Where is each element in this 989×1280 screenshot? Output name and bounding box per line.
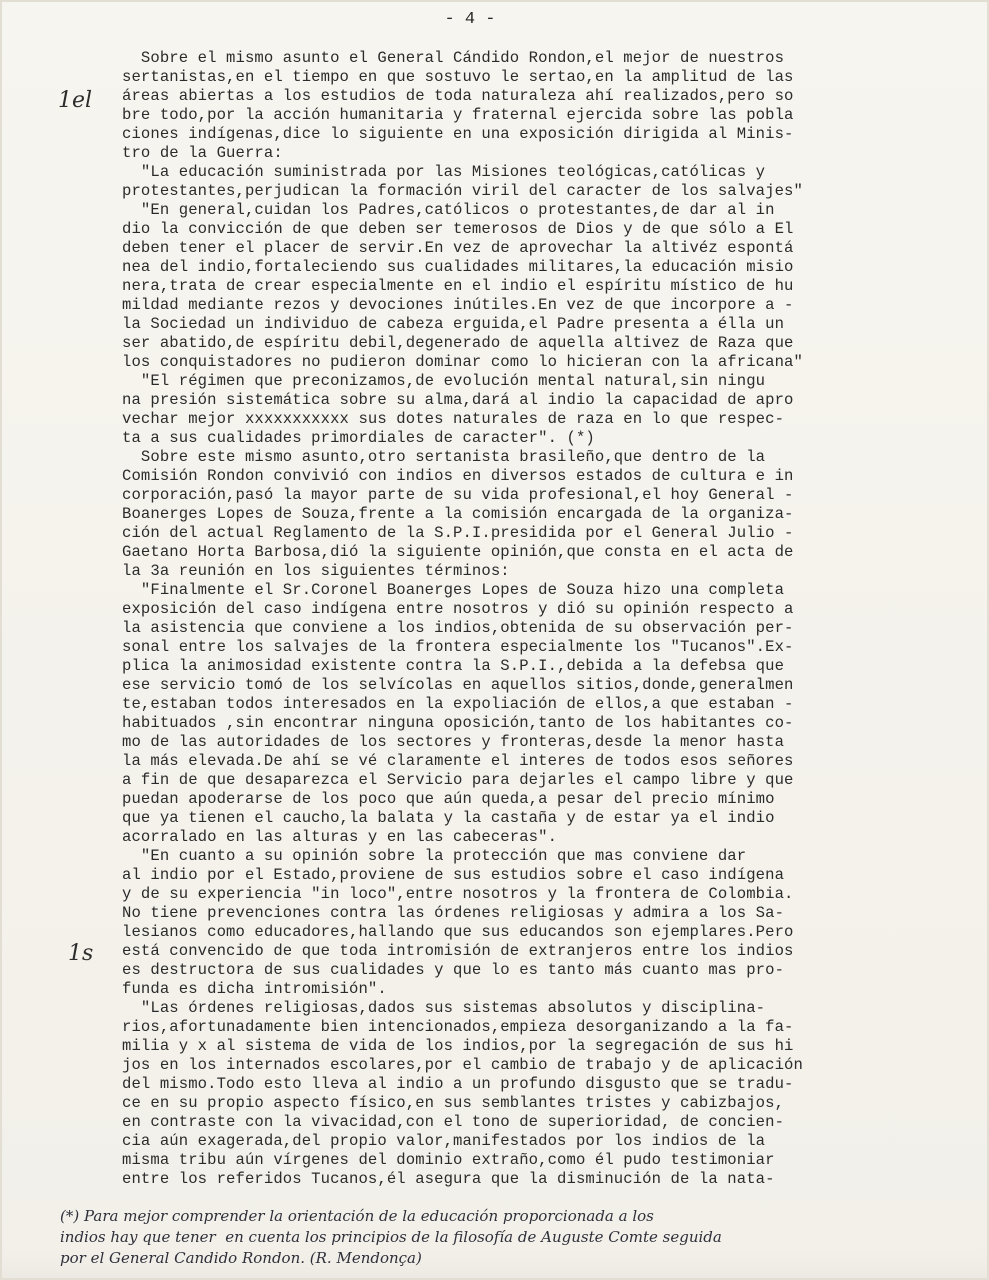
text-line: en contraste con la vivacidad,con el tono de superioridad, de concien- bbox=[122, 1113, 785, 1131]
text-line: ce en su propio aspecto físico,en sus semblantes tristes y cabizbajos, bbox=[122, 1094, 785, 1112]
text-line: habituados ,sin encontrar ninguna oposición,tanto de los habitantes co- bbox=[122, 714, 794, 732]
text-line: sertanistas,en el tiempo en que sostuvo le sertao,en la amplitud de las bbox=[122, 68, 794, 86]
text-line: tro de la Guerra: bbox=[122, 144, 283, 162]
text-line: ser abatido,de espíritu debil,degenerado de aquella altivez de Raza que bbox=[122, 334, 794, 352]
text-line: sonal entre los salvajes de la frontera especialmente los "Tucanos".Ex- bbox=[122, 638, 794, 656]
footnote-line: por el General Candido Rondon. (R. Mendonça) bbox=[60, 1249, 422, 1267]
text-line: ciones indígenas,dice lo siguiente en una exposición dirigida al Minis- bbox=[122, 125, 794, 143]
text-line: plica la animosidad existente contra la S.P.I.,debida a la defebsa que bbox=[122, 657, 785, 675]
text-line: corporación,pasó la mayor parte de su vida profesional,el hoy General - bbox=[122, 486, 794, 504]
text-line: "En cuanto a su opinión sobre la protección que mas conviene dar bbox=[122, 847, 747, 865]
text-line: la más elevada.De ahí se vé claramente el interes de todos esos señores bbox=[122, 752, 794, 770]
margin-note-middle: 1s bbox=[68, 941, 94, 966]
text-line: bre todo,por la acción humanitaria y fraternal ejercida sobre las pobla bbox=[122, 106, 794, 124]
page-number: - 4 - bbox=[444, 10, 496, 29]
text-line: del mismo.Todo esto lleva al indio a un profundo disgusto que se tradu- bbox=[122, 1075, 794, 1093]
footnote-line: indios hay que tener en cuenta los principios de la filosofía de Auguste Comte seguida bbox=[60, 1228, 722, 1246]
text-line: ta a sus cualidades primordiales de caracter". (*) bbox=[122, 429, 595, 447]
text-line: rios,afortunadamente bien intencionados,empieza desorganizando a la fa- bbox=[122, 1018, 794, 1036]
text-line: misma tribu aún vírgenes del dominio extraño,como él pudo testimoniar bbox=[122, 1151, 775, 1169]
margin-note-top: 1el bbox=[58, 88, 93, 113]
typed-body-text bbox=[122, 49, 952, 1189]
text-line: "Las órdenes religiosas,dados sus sistemas absolutos y disciplina- bbox=[122, 999, 766, 1017]
text-line: jos en los internados escolares,por el cambio de trabajo y de aplicación bbox=[122, 1056, 803, 1074]
text-line: deben tener el placer de servir.En vez de aprovechar la altivéz espontá bbox=[122, 239, 794, 257]
text-line: ese servicio tomó de los selvícolas en aquellos sitios,donde,generalmen bbox=[122, 676, 794, 694]
text-line: protestantes,perjudican la formación viril del caracter de los salvajes" bbox=[122, 182, 803, 200]
text-line: Gaetano Horta Barbosa,dió la siguiente opinión,que consta en el acta de bbox=[122, 543, 794, 561]
text-line: No tiene prevenciones contra las órdenes religiosas y admira a los Sa- bbox=[122, 904, 785, 922]
text-line: a fin de que desaparezca el Servicio para dejarles el campo libre y que bbox=[122, 771, 794, 789]
text-line: que ya tienen el caucho,la balata y la castaña y de estar ya el indio bbox=[122, 809, 775, 827]
text-line: "La educación suministrada por las Misiones teológicas,católicas y bbox=[122, 163, 766, 181]
text-line: es destructora de sus cualidades y que lo es tanto más cuanto mas pro- bbox=[122, 961, 785, 979]
text-line: lesianos como educadores,hallando que sus educandos son ejemplares.Pero bbox=[122, 923, 794, 941]
text-line: y de su experiencia "in loco",entre nosotros y la frontera de Colombia. bbox=[122, 885, 794, 903]
text-line: "En general,cuidan los Padres,católicos o protestantes,de dar al in bbox=[122, 201, 775, 219]
text-line: acorralado en las alturas y en las cabeceras". bbox=[122, 828, 558, 846]
text-line: Boanerges Lopes de Souza,frente a la comisión encargada de la organiza- bbox=[122, 505, 794, 523]
text-line: mo de las autoridades de los sectores y fronteras,desde la menor hasta bbox=[122, 733, 785, 751]
text-line: puedan apoderarse de los poco que aún queda,a pesar del precio mínimo bbox=[122, 790, 775, 808]
text-line: te,estaban todos interesados en la expoliación de ellos,a que estaban - bbox=[122, 695, 794, 713]
text-line: nea del indio,fortaleciendo sus cualidades militares,la educación misio bbox=[122, 258, 794, 276]
text-line: cia aún exagerada,del propio valor,manifestados por los indios de la bbox=[122, 1132, 766, 1150]
text-line: entre los referidos Tucanos,él asegura que la disminución de la nata- bbox=[122, 1170, 775, 1188]
text-line: la asistencia que conviene a los indios,obtenida de su observación per- bbox=[122, 619, 794, 637]
text-line: "El régimen que preconizamos,de evolución mental natural,sin ningu bbox=[122, 372, 766, 390]
handwritten-footnote bbox=[60, 1206, 960, 1269]
text-line: na presión sistemática sobre su alma,dará al indio la capacidad de apro bbox=[122, 391, 794, 409]
text-line: milia y x al sistema de vida de los indios,por la segregación de sus hi bbox=[122, 1037, 794, 1055]
text-line: Comisión Rondon convivió con indios en diversos estados de cultura e in bbox=[122, 467, 794, 485]
text-line: exposición del caso indígena entre nosotros y dió su opinión respecto a bbox=[122, 600, 794, 618]
footnote-line: (*) Para mejor comprender la orientación de la educación proporcionada a los bbox=[60, 1207, 654, 1225]
text-line: ción del actual Reglamento de la S.P.I.presidida por el General Julio - bbox=[122, 524, 794, 542]
text-line: está convencido de que toda intromisión de extranjeros entre los indios bbox=[122, 942, 794, 960]
text-line: vechar mejor xxxxxxxxxxx sus dotes naturales de raza en lo que respec- bbox=[122, 410, 785, 428]
text-line: al indio por el Estado,proviene de sus estudios sobre el caso indígena bbox=[122, 866, 785, 884]
text-line: áreas abiertas a los estudios de toda naturaleza ahí realizados,pero so bbox=[122, 87, 794, 105]
text-line: la 3a reunión en los siguientes términos: bbox=[122, 562, 510, 580]
text-line: nera,trata de crear especialmente en el indio el espíritu místico de hu bbox=[122, 277, 794, 295]
text-line: mildad mediante rezos y devociones inútiles.En vez de que incorpore a - bbox=[122, 296, 794, 314]
text-line: Sobre este mismo asunto,otro sertanista brasileño,que dentro de la bbox=[122, 448, 766, 466]
text-line: la Sociedad un individuo de cabeza erguida,el Padre presenta a élla un bbox=[122, 315, 785, 333]
text-line: dio la convicción de que deben ser temerosos de Dios y de que sólo a El bbox=[122, 220, 794, 238]
text-line: funda es dicha intromisión". bbox=[122, 980, 387, 998]
text-line: Sobre el mismo asunto el General Cándido Rondon,el mejor de nuestros bbox=[122, 49, 785, 67]
text-line: los conquistadores no pudieron dominar como lo hicieran con la africana" bbox=[122, 353, 803, 371]
text-line: "Finalmente el Sr.Coronel Boanerges Lopes de Souza hizo una completa bbox=[122, 581, 785, 599]
